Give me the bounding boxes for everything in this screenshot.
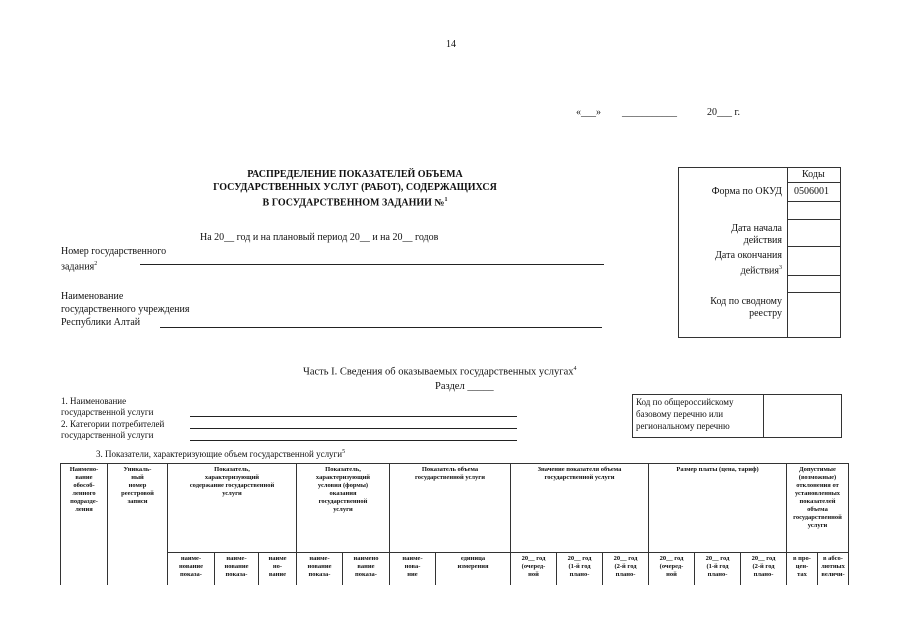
hdr-line: Показатель, [325,466,361,473]
part-footnote: 4 [573,366,577,372]
table-border-right [848,463,849,585]
sub-line: 20__ год [613,555,638,562]
sub-line: нование [179,563,203,570]
sub-line: 20__ год [521,555,546,562]
institution-label-1: Наименование [61,291,124,302]
sub-content-2 [215,555,258,579]
hdr-line: ления [75,506,93,513]
hdr-line: оказания [329,490,357,497]
all-russian-code-label-1: Код по общероссийскому [636,397,734,407]
page-number: 14 [446,39,456,50]
sub-value-year-2 [557,555,602,579]
start-date-label [678,223,782,247]
hdr-line: ный [131,474,144,481]
sub-line: показа- [180,571,202,578]
hdr-line: номер [128,482,147,489]
hdr-line: государственной услуги [415,474,485,481]
sub-line: величи- [821,571,845,578]
hdr-line: объема [807,506,828,513]
sub-line: (1-й год [706,563,729,570]
document-title [140,168,570,209]
end-date-cell[interactable] [787,246,841,276]
hdr-line: вание [75,474,93,481]
hdr-line: государственной [793,514,842,521]
col-fee [649,466,786,474]
hdr-line: показателей [799,498,836,505]
codes-empty-cell [787,201,841,220]
sub-conditions-1 [297,555,342,579]
hdr-line: (возможные) [798,474,837,481]
registry-code-cell[interactable] [787,292,841,338]
sub-line: вание [357,563,375,570]
indicators-heading [96,449,345,459]
sub-line: нование [224,563,249,570]
okud-value: 0506001 [794,186,829,197]
sub-line: лютных [821,563,845,570]
indicators-table [60,463,848,585]
start-date-label-1: Дата начала [731,223,782,234]
sub-line: показа- [355,571,377,578]
sub-line: наиме- [309,555,330,562]
sub-line: (2-й год [614,563,637,570]
indicators-footnote: 5 [342,449,346,455]
title-line-1: РАСПРЕДЕЛЕНИЕ ПОКАЗАТЕЛЕЙ ОБЪЕМА [247,169,463,180]
sub-line: плано- [615,571,636,578]
date-month: ___________ [622,107,677,118]
sub-conditions-2 [343,555,389,579]
col-volume-value [511,466,648,482]
col-subdivision [61,466,107,514]
sub-line: наиме [268,555,287,562]
sub-value-year-1 [511,555,556,579]
institution-label-3: Республики Алтай [61,317,141,328]
part-heading [303,366,577,378]
sub-deviation-absolute [818,555,848,579]
sub-line: плано- [753,571,774,578]
sub-line: (1-й год [568,563,591,570]
okud-label: Форма по ОКУД [711,186,782,197]
assignment-footnote: 2 [94,261,98,267]
title-line-3-text: В ГОСУДАРСТВЕННОМ ЗАДАНИИ № [262,197,445,209]
all-russian-code-label-3: региональному перечню [636,421,730,431]
start-date-label-2: действия [743,235,782,246]
assignment-label-2 [61,258,166,273]
registry-label-2: реестру [749,308,782,319]
sub-fee-year-2 [695,555,740,579]
col-volume-indicator [390,466,510,482]
sub-line: (очеред- [659,563,684,570]
end-date-label-1: Дата окончания [715,250,782,261]
sub-line: показа- [225,571,248,578]
sub-volume-name [390,555,435,579]
hdr-line: записи [127,498,148,505]
sub-line: 20__ год [751,555,776,562]
start-date-cell[interactable] [787,219,841,247]
assignment-number-field[interactable] [140,264,604,265]
sub-line: нова- [404,563,421,570]
sub-line: плано- [569,571,590,578]
hdr-line: Показатель объема [421,466,479,473]
service-category-field-2[interactable] [190,440,517,441]
hdr-line: ленного [72,490,96,497]
hdr-line: Допустимые [799,466,836,473]
all-russian-code-label-2: базовому перечню или [636,409,724,419]
service-category-field-1[interactable] [190,428,517,429]
service-category-label-2: государственной услуги [61,429,154,440]
col-content-indicator [168,466,296,498]
sub-line: единица [460,555,486,562]
service-name-field[interactable] [190,416,517,417]
hdr-line: установленных [794,490,841,497]
sub-line: ние [407,571,418,578]
registry-label [678,296,782,320]
sub-line: наиме- [180,555,202,562]
sub-line: 20__ год [659,555,684,562]
sub-line: (2-й год [752,563,775,570]
all-russian-code-cell[interactable] [763,394,842,438]
sub-line: 20__ год [705,555,730,562]
sub-line: 20__ год [567,555,592,562]
col-conditions-indicator [297,466,389,514]
sub-line: (очеред- [521,563,546,570]
sub-line: показа- [308,571,331,578]
sub-fee-year-3 [741,555,786,579]
service-labels [61,396,164,441]
sub-line: цен- [795,563,809,570]
sub-line: наиме- [226,555,247,562]
hdr-line: государственной услуги [544,474,615,481]
title-line-2: ГОСУДАРСТВЕННЫХ УСЛУГ (РАБОТ), СОДЕРЖАЩИХСЯ [213,182,497,193]
sub-volume-unit [436,555,510,571]
sub-content-3 [259,555,296,579]
date-year: 20___ г. [707,107,740,118]
hdr-line: государственной [318,498,368,505]
date-day: «___» [576,107,601,118]
sub-line: тах [797,571,807,578]
hdr-line: реестровой [121,490,154,497]
service-name-label-2: государственной услуги [61,407,154,418]
title-line-3 [140,194,570,209]
hdr-line: услуги [333,506,353,513]
registry-label-1: Код по сводному [710,296,782,307]
sub-line: в абсо- [823,555,843,562]
end-date-footnote: 3 [779,265,782,271]
hdr-line: Показатель, [214,466,250,473]
assignment-label-1: Номер государственного [61,246,167,257]
sub-fee-year-1 [649,555,694,579]
service-name-label-1: 1. Наименование [61,396,127,406]
assignment-label-2-text: задания [61,261,95,273]
institution-field[interactable] [160,327,602,328]
sub-line: плано- [707,571,728,578]
codes-header: Коды [802,169,825,180]
col-unique-number [108,466,167,506]
end-date-label-2 [678,262,782,277]
sub-line: ной [528,571,539,578]
table-sub-border [167,552,848,553]
sub-line: измерения [457,563,489,570]
sub-line: наиме- [402,555,423,562]
sub-line: вание [268,571,287,578]
sub-line: нование [307,563,332,570]
hdr-line: обособ- [73,482,95,489]
sub-deviation-percent [787,555,817,579]
hdr-line: характеризующий [204,474,260,481]
sub-line: в про- [793,555,811,562]
hdr-line: Размер платы (цена, тариф) [676,466,759,473]
hdr-line: Наимено- [69,466,99,473]
sub-content-1 [168,555,214,579]
table-top-border [60,463,848,464]
institution-label [61,290,189,329]
assignment-number-label [61,245,166,273]
codes-table [678,167,841,338]
hdr-line: подразде- [70,498,98,505]
section-heading: Раздел _____ [435,381,494,392]
institution-label-2: государственного учреждения [61,304,190,315]
sub-line: наимено [353,555,379,562]
title-footnote: 1 [444,197,448,203]
sub-value-year-3 [603,555,648,579]
hdr-line: услуги [222,490,242,497]
end-date-label-2-text: действия [740,265,779,277]
end-date-label [678,250,782,277]
all-russian-code-label [636,396,733,432]
hdr-line: услуги [807,522,828,529]
hdr-line: условия (формы) [317,482,369,489]
hdr-line: содержание государственной [189,482,275,489]
hdr-line: отклонения от [796,482,839,489]
sub-line: ной [666,571,677,578]
indicators-heading-text: 3. Показатели, характеризующие объем государственной услуги [96,449,343,459]
period-line: На 20__ год и на плановый период 20__ и на 20__ годов [200,232,439,243]
codes-empty-cell-2 [787,275,841,293]
hdr-line: характеризующий [315,474,371,481]
sub-line: но- [272,563,283,570]
hdr-line: Уникаль- [123,466,152,473]
hdr-line: Значение показателя объема [537,466,622,473]
col-deviation [787,466,848,530]
part-heading-text: Часть I. Сведения об оказываемых государственных услугах [303,366,574,378]
service-category-label-1: 2. Категории потребителей [61,418,165,429]
